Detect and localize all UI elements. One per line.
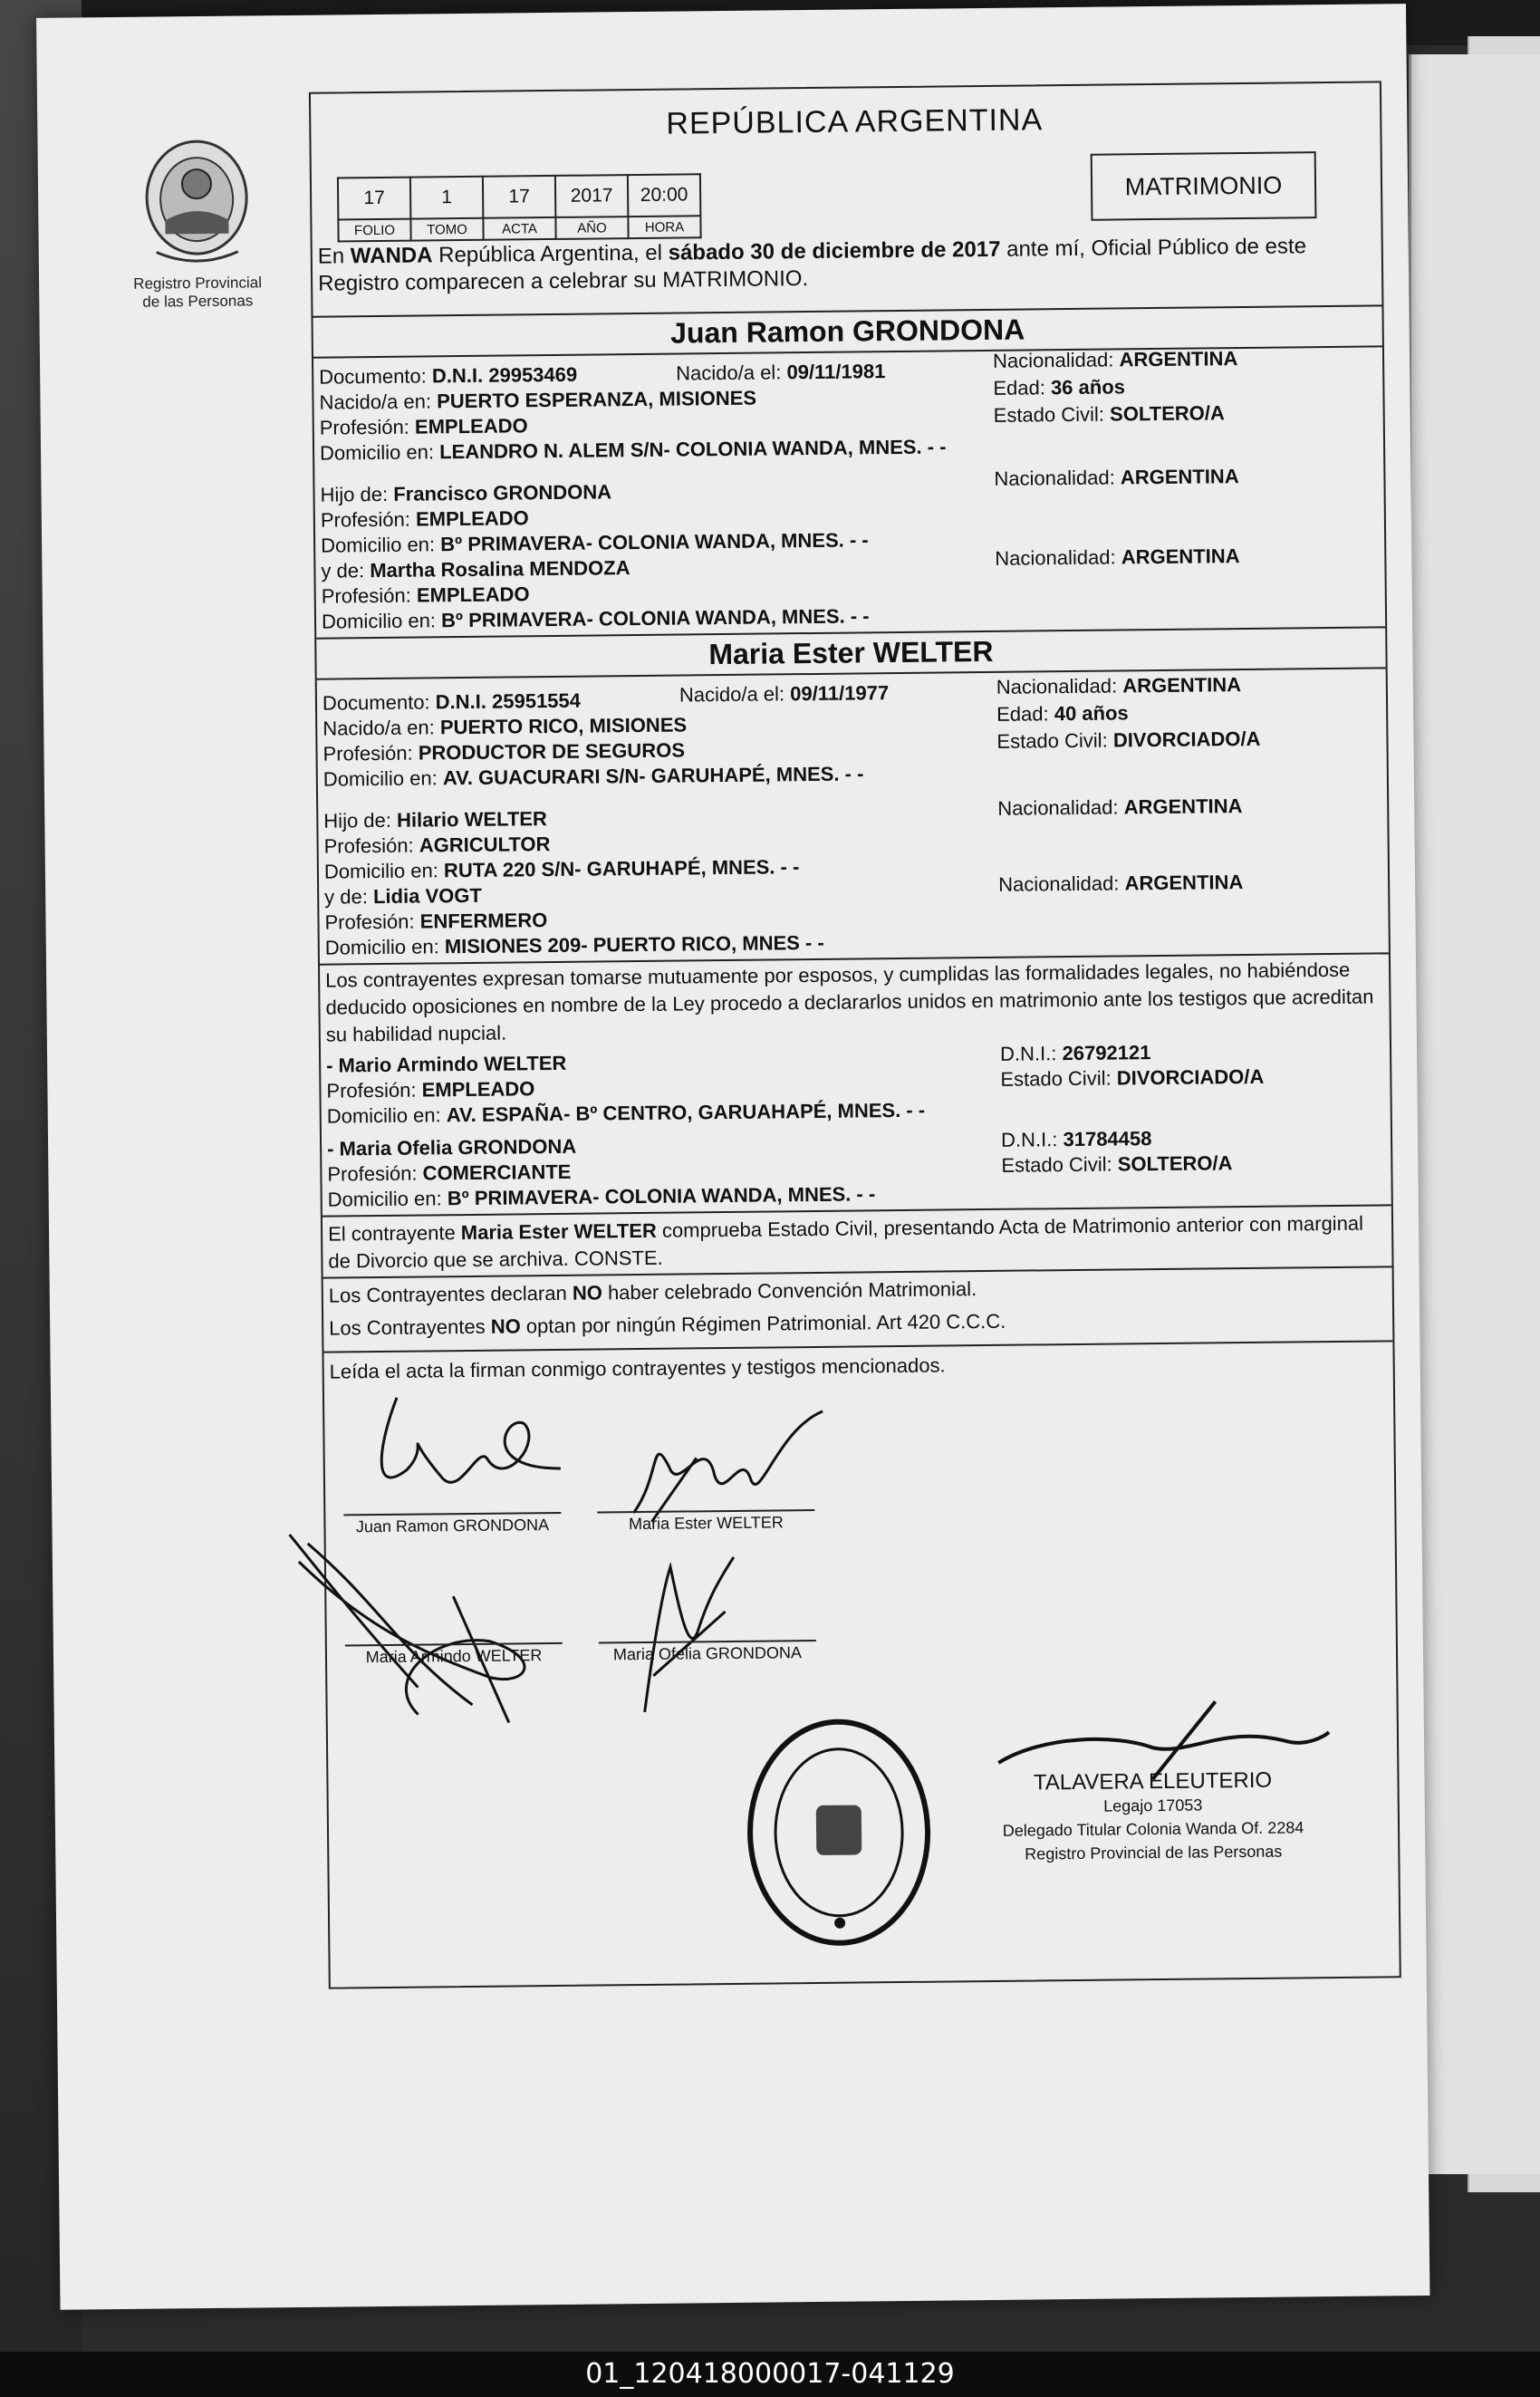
officer-role: Delegado Titular Colonia Wanda Of. 2284 [1002, 1818, 1304, 1840]
note-name: Maria Ester WELTER [460, 1218, 657, 1245]
label: Nacido/a en: [319, 390, 432, 414]
officer-name: TALAVERA ELEUTERIO [1033, 1767, 1273, 1795]
convention-text-2: haber celebrado Convención Matrimonial. [602, 1277, 977, 1304]
signature-label-juan: Juan Ramon GRONDONA [355, 1516, 550, 1536]
label: Estado Civil: [993, 402, 1105, 427]
intro-place: WANDA [350, 243, 433, 269]
acta-value: 17 [483, 176, 555, 218]
intro-text-2: República Argentina, el [432, 240, 669, 268]
value: Bº PRIMAVERA- COLONIA WANDA, MNES. - - [447, 1182, 876, 1210]
label: Nacionalidad: [994, 466, 1115, 490]
country-title: REPÚBLICA ARGENTINA [666, 102, 1044, 141]
spouse1-father-domicilio [321, 528, 869, 557]
intro-date: sábado 30 de diciembre de 2017 [668, 236, 1001, 265]
spouse2-mother [324, 884, 482, 910]
value: Bº PRIMAVERA- COLONIA WANDA, MNES. - - [440, 604, 870, 632]
folio-value: 17 [338, 178, 410, 220]
intro-text-1: En [317, 244, 351, 269]
spouse1-edad [993, 375, 1125, 400]
spouse1-mother [321, 556, 630, 583]
folio-label: FOLIO [338, 219, 410, 242]
value: ARGENTINA [1122, 673, 1242, 698]
spouse1-name: Juan Ramon GRONDONA [669, 313, 1025, 350]
value: RUTA 220 S/N- GARUHAPÉ, MNES. - - [443, 855, 800, 882]
value: 26792121 [1062, 1041, 1151, 1065]
convention-no: NO [572, 1281, 603, 1304]
officer-org: Registro Provincial de las Personas [1025, 1842, 1283, 1863]
value: ENFERMERO [419, 909, 548, 933]
witness2-domicilio [328, 1182, 876, 1211]
spouse1-father-profesion [321, 506, 529, 532]
signature-mario-scribble [271, 1505, 573, 1743]
label: Profesión: [327, 1161, 418, 1186]
label: Estado Civil: [996, 728, 1108, 753]
intro-text-3: ante mí, Oficial Público de este Registro comparecen a celebrar su MATRIMONIO. [317, 234, 1307, 296]
value: AGRICULTOR [419, 833, 551, 857]
value: Bº PRIMAVERA- COLONIA WANDA, MNES. - - [440, 528, 869, 556]
label: Profesión: [324, 910, 415, 934]
value: 40 años [1054, 701, 1129, 726]
spouse1-profesion [320, 414, 528, 439]
regime-statement [329, 1304, 1384, 1342]
signature-maria-ofelia-scribble [598, 1538, 781, 1721]
value: PRODUCTOR DE SEGUROS [418, 738, 686, 765]
value: SOLTERO/A [1109, 401, 1225, 426]
value: Martha Rosalina MENDOZA [370, 556, 630, 582]
signature-label-maria-ester: Maria Ester WELTER [629, 1513, 784, 1534]
label: Nacionalidad: [992, 348, 1114, 372]
hora-value: 20:00 [628, 174, 700, 217]
registry-table [337, 173, 702, 242]
witness2-profesion [327, 1160, 571, 1187]
witness2-name [327, 1135, 576, 1161]
label: Hijo de: [323, 808, 392, 833]
value: - Mario Armindo WELTER [326, 1051, 567, 1077]
spouse2-documento [322, 689, 581, 716]
label: Domicilio en: [319, 440, 435, 465]
spouse2-mother-profesion [324, 909, 547, 935]
label: D.N.I.: [999, 1042, 1057, 1065]
tomo-value: 1 [410, 177, 483, 219]
spouse2-father-domicilio [324, 855, 800, 883]
spouse2-edad [996, 701, 1129, 727]
certificate-form [309, 81, 1401, 1988]
misiones-seal-icon [137, 133, 256, 270]
spouse2-mother-nacionalidad [998, 871, 1243, 897]
declaration-paragraph: Los contrayentes expresan tomarse mutuamente por esposos, y cumplidas las formalidades legales, no habiéndose deducido oposiciones en nombre de la Ley procedo a declararlos unidos en matrimonio ante los testigos que acreditan su habilidad nupcial. [325, 958, 1374, 1046]
spouse2-estado-civil [996, 727, 1260, 754]
value: D.N.I. 29953469 [431, 362, 578, 388]
value: PUERTO ESPERANZA, MISIONES [437, 386, 757, 413]
registry-stamp [743, 1714, 936, 1951]
value: LEANDRO N. ALEM S/N- COLONIA WANDA, MNES. - - [439, 435, 947, 464]
spouse2-domicilio [323, 762, 864, 791]
spouse1-nacido-en [319, 387, 756, 415]
ano-label: AÑO [555, 217, 628, 239]
label: D.N.I.: [1000, 1128, 1058, 1151]
label: Domicilio en: [322, 766, 438, 791]
value: MISIONES 209- PUERTO RICO, MNES - - [444, 930, 824, 958]
witness2-dni [1001, 1127, 1152, 1152]
value: AV. GUACURARI S/N- GARUHAPÉ, MNES. - - [442, 762, 864, 790]
label: Edad: [993, 376, 1046, 400]
label: Nacionalidad: [995, 545, 1116, 570]
spouse2-nacido-en [322, 713, 687, 740]
label: Edad: [996, 702, 1049, 726]
value: SOLTERO/A [1117, 1151, 1233, 1176]
act-type-box: MATRIMONIO [1091, 151, 1317, 221]
regime-no: NO [490, 1314, 521, 1338]
acta-label: ACTA [483, 217, 555, 240]
value: EMPLEADO [416, 582, 530, 607]
label: Domicilio en: [324, 935, 439, 959]
value: ARGENTINA [1123, 794, 1243, 819]
regime-text-2: optan por ningún Régimen Patrimonial. Art 420 C.C.C. [520, 1309, 1006, 1338]
label: Estado Civil: [1001, 1152, 1112, 1177]
certificate-paper [36, 4, 1429, 2310]
spouse2-father-profesion [324, 833, 551, 859]
value: EMPLEADO [414, 414, 528, 438]
label: Documento: [322, 690, 430, 715]
label: Nacionalidad: [997, 871, 1120, 896]
label: Nacionalidad: [996, 674, 1118, 698]
label: Nacido/a en: [322, 716, 435, 740]
label: Domicilio en: [321, 533, 436, 557]
label: Profesión: [321, 583, 411, 608]
label: Profesión: [323, 833, 414, 858]
signature-juan-scribble [342, 1387, 579, 1516]
witness1-profesion [326, 1077, 534, 1102]
officer-legajo: Legajo 17053 [1103, 1795, 1203, 1815]
tomo-label: TOMO [410, 218, 483, 241]
label: Nacido/a el: [676, 361, 782, 385]
seal-caption-2: de las Personas [142, 292, 254, 311]
signature-label-maria-ofelia: Maria Ofelia GRONDONA [612, 1643, 803, 1664]
label: Domicilio en: [323, 859, 438, 883]
value: 09/11/1977 [790, 681, 890, 706]
intro-paragraph [318, 232, 1374, 297]
spouse2-profesion [322, 738, 685, 765]
spouse1-nacido-el [676, 360, 885, 385]
signature-label-mario: Maria Armindo WELTER [365, 1646, 543, 1667]
value: 31784458 [1063, 1127, 1152, 1151]
value: Hilario WELTER [396, 807, 548, 832]
label: Profesión: [320, 507, 411, 532]
label: y de: [321, 559, 365, 582]
value: 36 años [1050, 375, 1126, 400]
spouse1-mother-nacionalidad [995, 544, 1239, 571]
witness2-estado-civil [1001, 1151, 1232, 1178]
book-page-edge [1409, 54, 1540, 2174]
spouse1-nacionalidad [993, 347, 1237, 373]
value: 09/11/1981 [786, 360, 886, 384]
note-text-1: El contrayente [327, 1221, 461, 1246]
label: Nacionalidad: [997, 795, 1119, 820]
label: Documento: [319, 364, 427, 389]
value: ARGENTINA [1119, 347, 1238, 371]
value: PUERTO RICO, MISIONES [439, 713, 688, 739]
witness1-estado-civil [1000, 1065, 1264, 1092]
value: ARGENTINA [1120, 465, 1239, 489]
province-seal [128, 133, 265, 311]
label: Domicilio en: [327, 1187, 442, 1211]
regime-text-1: Los Contrayentes [329, 1314, 491, 1340]
spouse2-father-nacionalidad [997, 794, 1242, 821]
value: D.N.I. 25951554 [435, 688, 582, 714]
label: y de: [324, 885, 369, 909]
spouse2-father [323, 807, 547, 833]
spouse1-father-nacionalidad [994, 465, 1238, 491]
label: Hijo de: [320, 482, 389, 506]
hora-label: HORA [628, 216, 700, 238]
spouse1-estado-civil [994, 401, 1225, 428]
value: - Maria Ofelia GRONDONA [326, 1134, 577, 1160]
value: EMPLEADO [421, 1077, 535, 1102]
spouse1-documento [319, 363, 577, 390]
value: COMERCIANTE [422, 1160, 572, 1185]
value: ARGENTINA [1124, 871, 1244, 895]
spouse2-name: Maria Ester WELTER [708, 634, 994, 671]
label: Domicilio en: [326, 1103, 441, 1128]
value: EMPLEADO [415, 506, 529, 531]
witness1-domicilio [327, 1099, 926, 1129]
spouse2-mother-domicilio [325, 931, 824, 960]
spouse2-nacido-el [679, 681, 889, 707]
note-text-2: comprueba Estado Civil, presentando Acta de Matrimonio anterior con marginal de Divorcio que se archiva. CONSTE. [328, 1211, 1364, 1273]
spouse1-mother-profesion [322, 582, 530, 608]
value: DIVORCIADO/A [1112, 727, 1261, 752]
value: Francisco GRONDONA [393, 480, 612, 505]
label: Estado Civil: [1000, 1066, 1112, 1091]
label: Profesión: [322, 741, 413, 765]
image-filename: 01_120418000017-041129 [0, 2352, 1540, 2397]
label: Nacido/a el: [679, 682, 785, 707]
seal-caption-1: Registro Provincial [133, 274, 263, 293]
officer-block [998, 1768, 1307, 1866]
value: AV. ESPAÑA- Bº CENTRO, GARUAHAPÉ, MNES. - - [446, 1098, 926, 1127]
spouse1-father [320, 480, 611, 506]
witness1-dni [1000, 1041, 1151, 1066]
closing-statement: Leída el acta la firman conmigo contrayentes y testigos mencionados. [329, 1353, 946, 1383]
spouse1-domicilio [320, 435, 947, 465]
spouse2-nacionalidad [996, 673, 1241, 699]
spouse1-mother-domicilio [322, 604, 870, 633]
label: Profesión: [319, 415, 409, 439]
convention-text-1: Los Contrayentes declaran [328, 1281, 573, 1307]
value: ARGENTINA [1121, 544, 1240, 569]
label: Domicilio en: [321, 609, 437, 633]
label: Profesión: [326, 1078, 417, 1102]
ano-value: 2017 [555, 175, 628, 217]
witness1-name [326, 1052, 566, 1078]
value: Lidia VOGT [372, 883, 482, 909]
civil-status-note [328, 1209, 1384, 1275]
value: DIVORCIADO/A [1116, 1064, 1265, 1090]
